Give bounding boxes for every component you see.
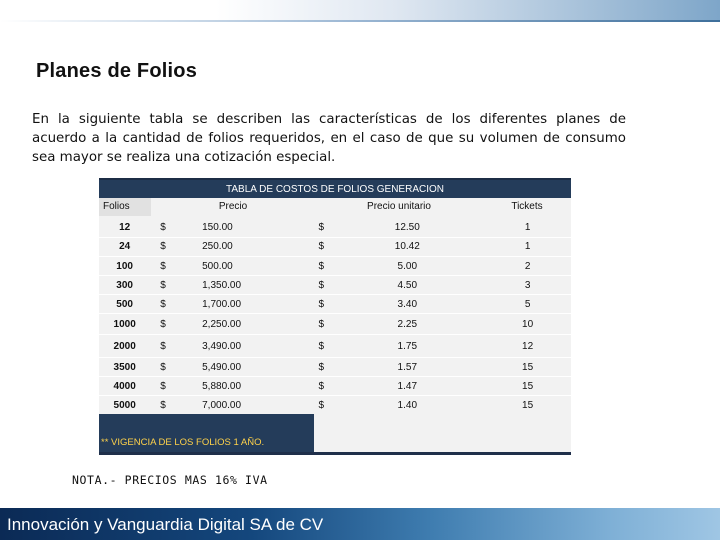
tickets-cell: 15 xyxy=(522,380,534,392)
tickets-cell: 10 xyxy=(522,318,534,330)
precio-cell: 1,350.00 xyxy=(202,279,242,291)
table-row xyxy=(99,237,571,256)
currency-symbol: $ xyxy=(318,361,325,373)
precio-cell: 250.00 xyxy=(202,241,233,252)
currency-symbol: $ xyxy=(160,222,166,233)
currency-symbol: $ xyxy=(318,241,325,252)
footer-band xyxy=(0,508,720,540)
top-decor-band xyxy=(0,0,720,22)
vigencia-note: ** VIGENCIA DE LOS FOLIOS 1 AÑO. xyxy=(101,437,265,448)
tickets-cell: 12 xyxy=(522,340,534,352)
currency-symbol: $ xyxy=(160,399,166,411)
table-row xyxy=(99,335,571,357)
precio-unitario-cell: 2.25 xyxy=(397,318,418,330)
currency-symbol: $ xyxy=(318,399,325,411)
tickets-cell: 2 xyxy=(524,260,531,272)
currency-symbol: $ xyxy=(160,340,166,352)
currency-symbol: $ xyxy=(318,298,325,310)
table-header: TABLA DE COSTOS DE FOLIOS GENERACION xyxy=(99,178,571,198)
folios-cell: 2000 xyxy=(113,340,136,352)
precio-cell: 5,490.00 xyxy=(202,361,242,373)
currency-symbol: $ xyxy=(160,318,166,330)
currency-symbol: $ xyxy=(160,260,166,272)
folios-cell: 500 xyxy=(116,298,133,310)
currency-symbol: $ xyxy=(160,298,166,310)
currency-symbol: $ xyxy=(160,380,166,392)
folios-cell: 5000 xyxy=(113,399,136,411)
intro-paragraph: En la siguiente tabla se describen las características de los diferentes planes de acuerdo a la cantidad de folios requeridos, en el caso de que su volumen de consumo sea mayor se realiza una cotización especial. xyxy=(32,112,626,165)
folios-cell: 100 xyxy=(116,260,133,272)
folios-cell: 24 xyxy=(119,241,131,252)
table-row xyxy=(99,295,571,313)
precio-cell: 3,490.00 xyxy=(202,340,242,352)
precio-unitario-cell: 1.47 xyxy=(397,380,418,392)
tickets-cell: 5 xyxy=(524,298,531,310)
table-row xyxy=(99,377,571,395)
currency-symbol: $ xyxy=(318,340,325,352)
column-precio: Precio xyxy=(151,198,315,216)
currency-symbol: $ xyxy=(318,279,325,291)
currency-symbol: $ xyxy=(318,260,325,272)
currency-symbol: $ xyxy=(160,241,166,252)
precio-unitario-cell: 12.50 xyxy=(394,222,420,233)
precio-unitario-cell: 5.00 xyxy=(397,260,418,272)
pricing-table xyxy=(99,178,571,455)
tickets-cell: 1 xyxy=(524,241,531,252)
precio-unitario-cell: 4.50 xyxy=(397,279,418,291)
precio-unitario-cell: 10.42 xyxy=(394,241,420,252)
table-row xyxy=(99,257,571,275)
folios-cell: 3500 xyxy=(113,361,136,373)
table-row xyxy=(99,358,571,376)
nota-iva: NOTA.- PRECIOS MAS 16% IVA xyxy=(72,473,268,487)
table-row xyxy=(99,314,571,334)
precio-unitario-cell: 1.57 xyxy=(397,361,418,373)
tickets-cell: 1 xyxy=(524,222,531,233)
table-row xyxy=(99,396,571,414)
table-row xyxy=(99,276,571,294)
tickets-cell: 15 xyxy=(522,361,534,373)
currency-symbol: $ xyxy=(318,318,325,330)
currency-symbol: $ xyxy=(318,222,325,233)
precio-cell: 500.00 xyxy=(202,260,233,272)
currency-symbol: $ xyxy=(160,361,166,373)
precio-cell: 7,000.00 xyxy=(202,399,242,411)
currency-symbol: $ xyxy=(160,279,166,291)
precio-cell: 150.00 xyxy=(202,222,233,233)
column-precio-unitario: Precio unitario xyxy=(315,198,483,216)
precio-unitario-cell: 3.40 xyxy=(397,298,418,310)
folios-cell: 300 xyxy=(116,279,133,291)
precio-cell: 5,880.00 xyxy=(202,380,242,392)
company-name: Innovación y Vanguardia Digital SA de CV xyxy=(7,515,324,534)
precio-cell: 2,250.00 xyxy=(202,318,242,330)
tickets-cell: 15 xyxy=(522,399,534,411)
precio-unitario-cell: 1.40 xyxy=(397,399,418,411)
table-row xyxy=(99,218,571,237)
currency-symbol: $ xyxy=(318,380,325,392)
precio-unitario-cell: 1.75 xyxy=(397,340,418,352)
page-title: Planes de Folios xyxy=(36,60,198,82)
folios-cell: 4000 xyxy=(113,380,136,392)
column-folios: Folios xyxy=(99,198,151,216)
folios-cell: 1000 xyxy=(113,318,136,330)
precio-cell: 1,700.00 xyxy=(202,298,242,310)
table-column-headers xyxy=(99,198,571,216)
column-tickets: Tickets xyxy=(483,198,571,216)
folios-cell: 12 xyxy=(119,222,131,233)
tickets-cell: 3 xyxy=(524,279,531,291)
